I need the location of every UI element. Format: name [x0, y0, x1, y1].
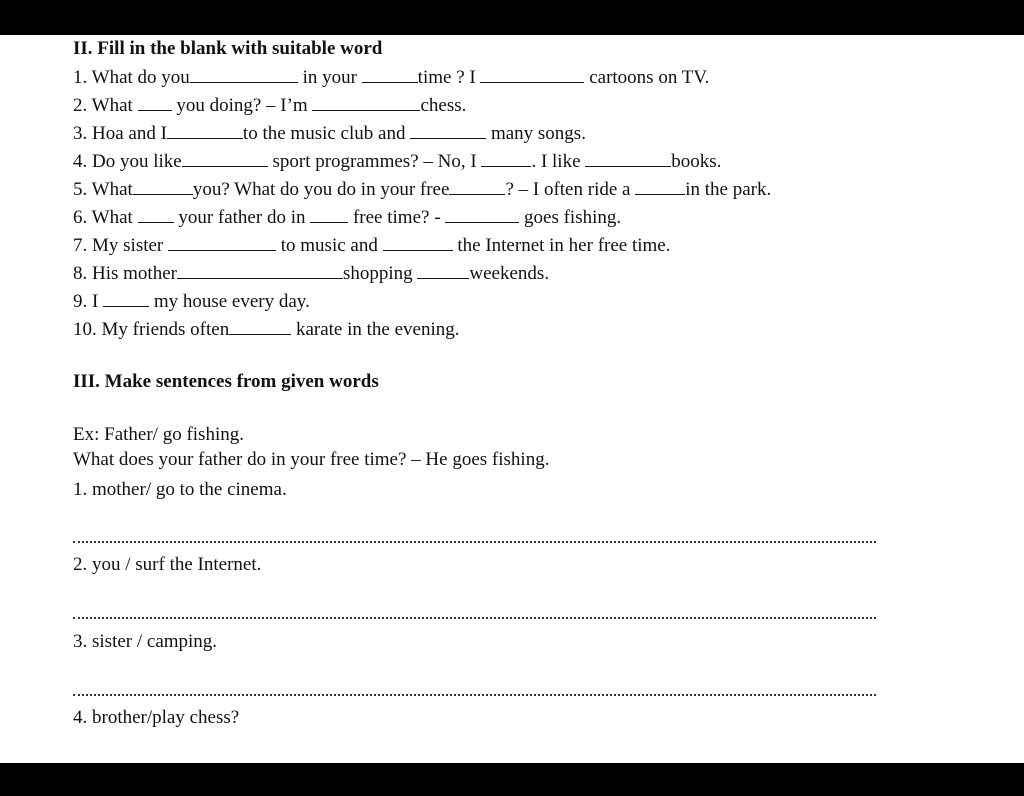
item-text: goes fishing.: [524, 207, 622, 228]
item-text: many songs.: [490, 123, 586, 144]
blank-line[interactable]: [445, 207, 519, 223]
sentence-prompt-3: 3. sister / camping.: [73, 631, 218, 652]
section-2-title: II. Fill in the blank with suitable word: [73, 38, 383, 59]
exercise-item-4: [73, 151, 721, 173]
item-text: cartoons on TV.: [589, 67, 710, 88]
blank-line[interactable]: [138, 95, 172, 111]
blank-line[interactable]: [133, 179, 193, 195]
example-answer: What does your father do in your free time? – He goes fishing.: [73, 449, 550, 470]
item-text: karate in the evening.: [295, 319, 460, 340]
item-text: your father do in: [178, 207, 306, 228]
item-text: 7. My sister: [73, 235, 164, 256]
blank-line[interactable]: [362, 67, 418, 83]
blank-line[interactable]: [168, 235, 276, 251]
blank-line[interactable]: [449, 179, 505, 195]
exercise-item-7: [73, 235, 670, 257]
item-text: sport programmes? – No, I: [272, 151, 477, 172]
item-text: 5. What: [73, 179, 133, 200]
example-cue: Ex: Father/ go fishing.: [73, 424, 244, 445]
item-text: 9. I: [73, 291, 99, 312]
item-text: weekends.: [469, 263, 550, 284]
item-text: shopping: [342, 263, 413, 284]
item-text: time ? I: [417, 67, 476, 88]
blank-line[interactable]: [310, 207, 348, 223]
answer-dotted-line[interactable]: [73, 617, 876, 619]
item-text: chess.: [420, 95, 467, 116]
blank-line[interactable]: [585, 151, 671, 167]
blank-line[interactable]: [177, 263, 343, 279]
blank-line[interactable]: [312, 95, 420, 111]
item-text: ? – I often ride a: [505, 179, 631, 200]
item-text: my house every day.: [153, 291, 310, 312]
exercise-item-9: [73, 291, 310, 313]
blank-line[interactable]: [480, 67, 584, 83]
blank-line[interactable]: [635, 179, 685, 195]
item-text: 8. His mother: [73, 263, 177, 284]
item-text: 10. My friends often: [73, 319, 230, 340]
item-text: the Internet in her free time.: [457, 235, 671, 256]
worksheet-page: [0, 35, 1024, 763]
exercise-item-10: [73, 319, 460, 341]
section-3-title: III. Make sentences from given words: [73, 371, 379, 392]
exercise-item-8: [73, 263, 549, 285]
item-text: in your: [302, 67, 357, 88]
answer-dotted-line[interactable]: [73, 694, 876, 696]
item-text: you doing? – I’m: [176, 95, 308, 116]
sentence-prompt-1: 1. mother/ go to the cinema.: [73, 479, 287, 500]
blank-line[interactable]: [167, 123, 243, 139]
item-text: free time? -: [352, 207, 441, 228]
answer-dotted-line[interactable]: [73, 541, 876, 543]
blank-line[interactable]: [182, 151, 268, 167]
blank-line[interactable]: [190, 67, 298, 83]
exercise-item-6: [73, 207, 621, 229]
blank-line[interactable]: [481, 151, 531, 167]
item-text: . I like: [531, 151, 581, 172]
blank-line[interactable]: [410, 123, 486, 139]
item-text: 1. What do you: [73, 67, 190, 88]
exercise-item-1: [73, 67, 709, 89]
item-text: you? What do you do in your free: [192, 179, 450, 200]
blank-line[interactable]: [229, 319, 291, 335]
blank-line[interactable]: [103, 291, 149, 307]
item-text: in the park.: [685, 179, 772, 200]
item-text: 4. Do you like: [73, 151, 182, 172]
blank-line[interactable]: [417, 263, 469, 279]
item-text: 3. Hoa and I: [73, 123, 167, 144]
exercise-item-3: [73, 123, 586, 145]
sentence-prompt-4: 4. brother/play chess?: [73, 707, 240, 728]
blank-line[interactable]: [138, 207, 174, 223]
item-text: to the music club and: [242, 123, 406, 144]
item-text: 6. What: [73, 207, 133, 228]
exercise-item-2: [73, 95, 466, 117]
sentence-prompt-2: 2. you / surf the Internet.: [73, 554, 262, 575]
item-text: 2. What: [73, 95, 133, 116]
blank-line[interactable]: [383, 235, 453, 251]
item-text: books.: [671, 151, 722, 172]
exercise-item-5: [73, 179, 771, 201]
item-text: to music and: [280, 235, 378, 256]
